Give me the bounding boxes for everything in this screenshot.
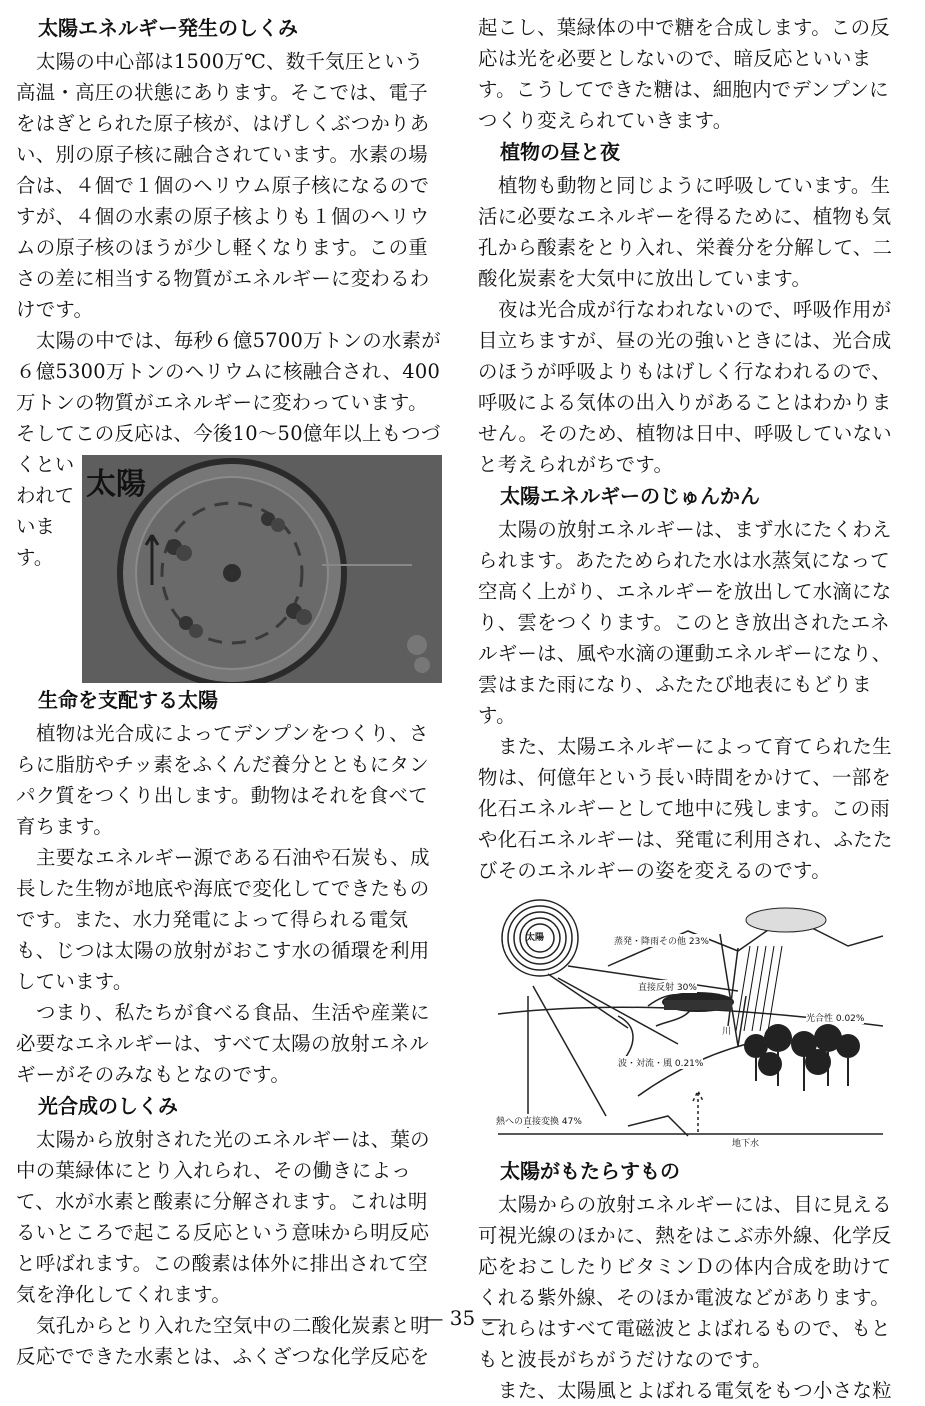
- heading-sun-rules-life: 生命を支配する太陽: [38, 688, 218, 712]
- sun-figure-label: 太陽: [86, 467, 146, 502]
- cycle-label-river: 川: [722, 1027, 732, 1037]
- sun-fusion-photo: [82, 455, 442, 683]
- paragraph: 太陽から放射された光のエネルギーは、葉の中の葉緑体にとり入れられ、その働きによって、水が水素と酸素に分解されます。これは明るいところで起こる反応という意味から明反応と呼ばれます。この酸素は体外に排出されて空気を浄化してくれます。: [16, 1128, 430, 1306]
- heading-solar-energy-generation: 太陽エネルギー発生のしくみ: [38, 16, 298, 40]
- left-column: [16, 12, 441, 1372]
- energy-cycle-diagram: [488, 896, 883, 1151]
- paragraph: 太陽の中では、毎秒６億5700万トンの水素が６億5300万トンのヘリウムに核融合され、400万トンの物質がエネルギーに変わっています。そしてこの反応は、今後10〜50億年以上もつづ: [16, 329, 441, 445]
- cycle-label-sun: 太陽: [526, 933, 545, 943]
- paragraph: つまり、私たちが食べる食品、生活や産業に必要なエネルギーは、すべて太陽の放射エネルギーがそのみなもとなのです。: [16, 1001, 430, 1086]
- paragraph: 気孔からとり入れた空気中の二酸化炭素と明反応でできた水素とは、ふくざつな化学反応を: [16, 1314, 430, 1368]
- paragraph: 起こし、葉緑体の中で糖を合成します。この反応は光を必要としないので、暗反応といいます。こうしてできた糖は、細胞内でデンプンにつくり変えられていきます。: [478, 16, 890, 132]
- heading-plant-day-night: 植物の昼と夜: [500, 140, 620, 164]
- paragraph: 夜は光合成が行なわれないので、呼吸作用が目立ちますが、昼の光の強いときには、光合成のほうが呼吸よりもはげしく行なわれるので、呼吸による気体の出入りがあることはわかりません。そのため、植物は日中、呼吸していないと考えられがちです。: [478, 298, 892, 476]
- paragraph: 植物は光合成によってデンプンをつくり、さらに脂肪やチッ素をふくんだ養分とともにタンパク質をつくり出します。動物はそれを食べて育ちます。: [16, 722, 429, 838]
- paragraph: 太陽の放射エネルギーは、まず水にたくわえられます。あたためられた水は水蒸気になって空高く上がり、エネルギーを放出して水滴になり、雲をつくります。このとき放出されたエネルギーは、風や水滴の運動エネルギーになり、雲はまた雨になり、ふたたび地表にもどります。: [478, 518, 892, 727]
- paragraph-tail: くとい われて います。: [16, 453, 75, 569]
- paragraph: 太陽の中心部は1500万℃、数千気圧という高温・高圧の状態にあります。そこでは、電子をはぎとられた原子核が、はげしくぶつかりあい、別の原子核に融合されています。水素の場合は、４個で１個のヘリウム原子核になるのですが、４個の水素の原子核よりも１個のヘリウムの原子核のほうが少し軽くなります。この重さの差に相当する物質がエネルギーに変わるわけです。: [16, 50, 430, 321]
- paragraph: 太陽からの放射エネルギーには、目に見える可視光線のほかに、熱をはこぶ赤外線、化学反応をおこしたりビタミンＤの体内合成を助けてくれる紫外線、そのほか電波などがあります。これらはすべて電磁波とよばれるもので、もともと波長がちがうだけなのです。: [478, 1193, 892, 1371]
- paragraph: また、太陽風とよばれる電気をもつ小さな粒: [498, 1379, 892, 1402]
- cycle-label-wind: 波・対流・風 0.21%: [618, 1056, 703, 1069]
- paragraph: 植物も動物と同じように呼吸しています。生活に必要なエネルギーを得るために、植物も気孔から酸素をとり入れ、栄養分を分解して、二酸化炭素を大気中に放出しています。: [478, 174, 893, 290]
- paragraph: 主要なエネルギー源である石油や石炭も、成長した生物が地底や海底で変化してできたものです。また、水力発電によって得られる電気も、じつは太陽の放射がおこす水の循環を利用しています。: [16, 846, 430, 993]
- cycle-label-groundwater: 地下水: [732, 1136, 759, 1149]
- cycle-label-reflection: 直接反射 30%: [638, 980, 697, 993]
- paragraph: また、太陽エネルギーによって育てられた生物は、何億年という長い時間をかけて、一部を化石エネルギーとして地中に残します。この雨や化石エネルギーは、発電に利用され、ふたたびそのエネルギーの姿を変えるのです。: [478, 735, 893, 882]
- heading-what-sun-brings: 太陽がもたらすもの: [500, 1159, 680, 1183]
- sun-figure-block: [16, 449, 441, 684]
- cycle-label-photosynthesis: 光合性 0.02%: [806, 1011, 864, 1024]
- heading-solar-energy-cycle: 太陽エネルギーのじゅんかん: [500, 484, 760, 508]
- heading-photosynthesis: 光合成のしくみ: [38, 1094, 178, 1118]
- cycle-label-heat: 熱への直接変換 47%: [496, 1114, 582, 1127]
- right-column: [478, 12, 908, 1406]
- page-number: — 35 —: [423, 1306, 502, 1330]
- cycle-label-evaporation: 蒸発・降雨その他 23%: [614, 934, 709, 947]
